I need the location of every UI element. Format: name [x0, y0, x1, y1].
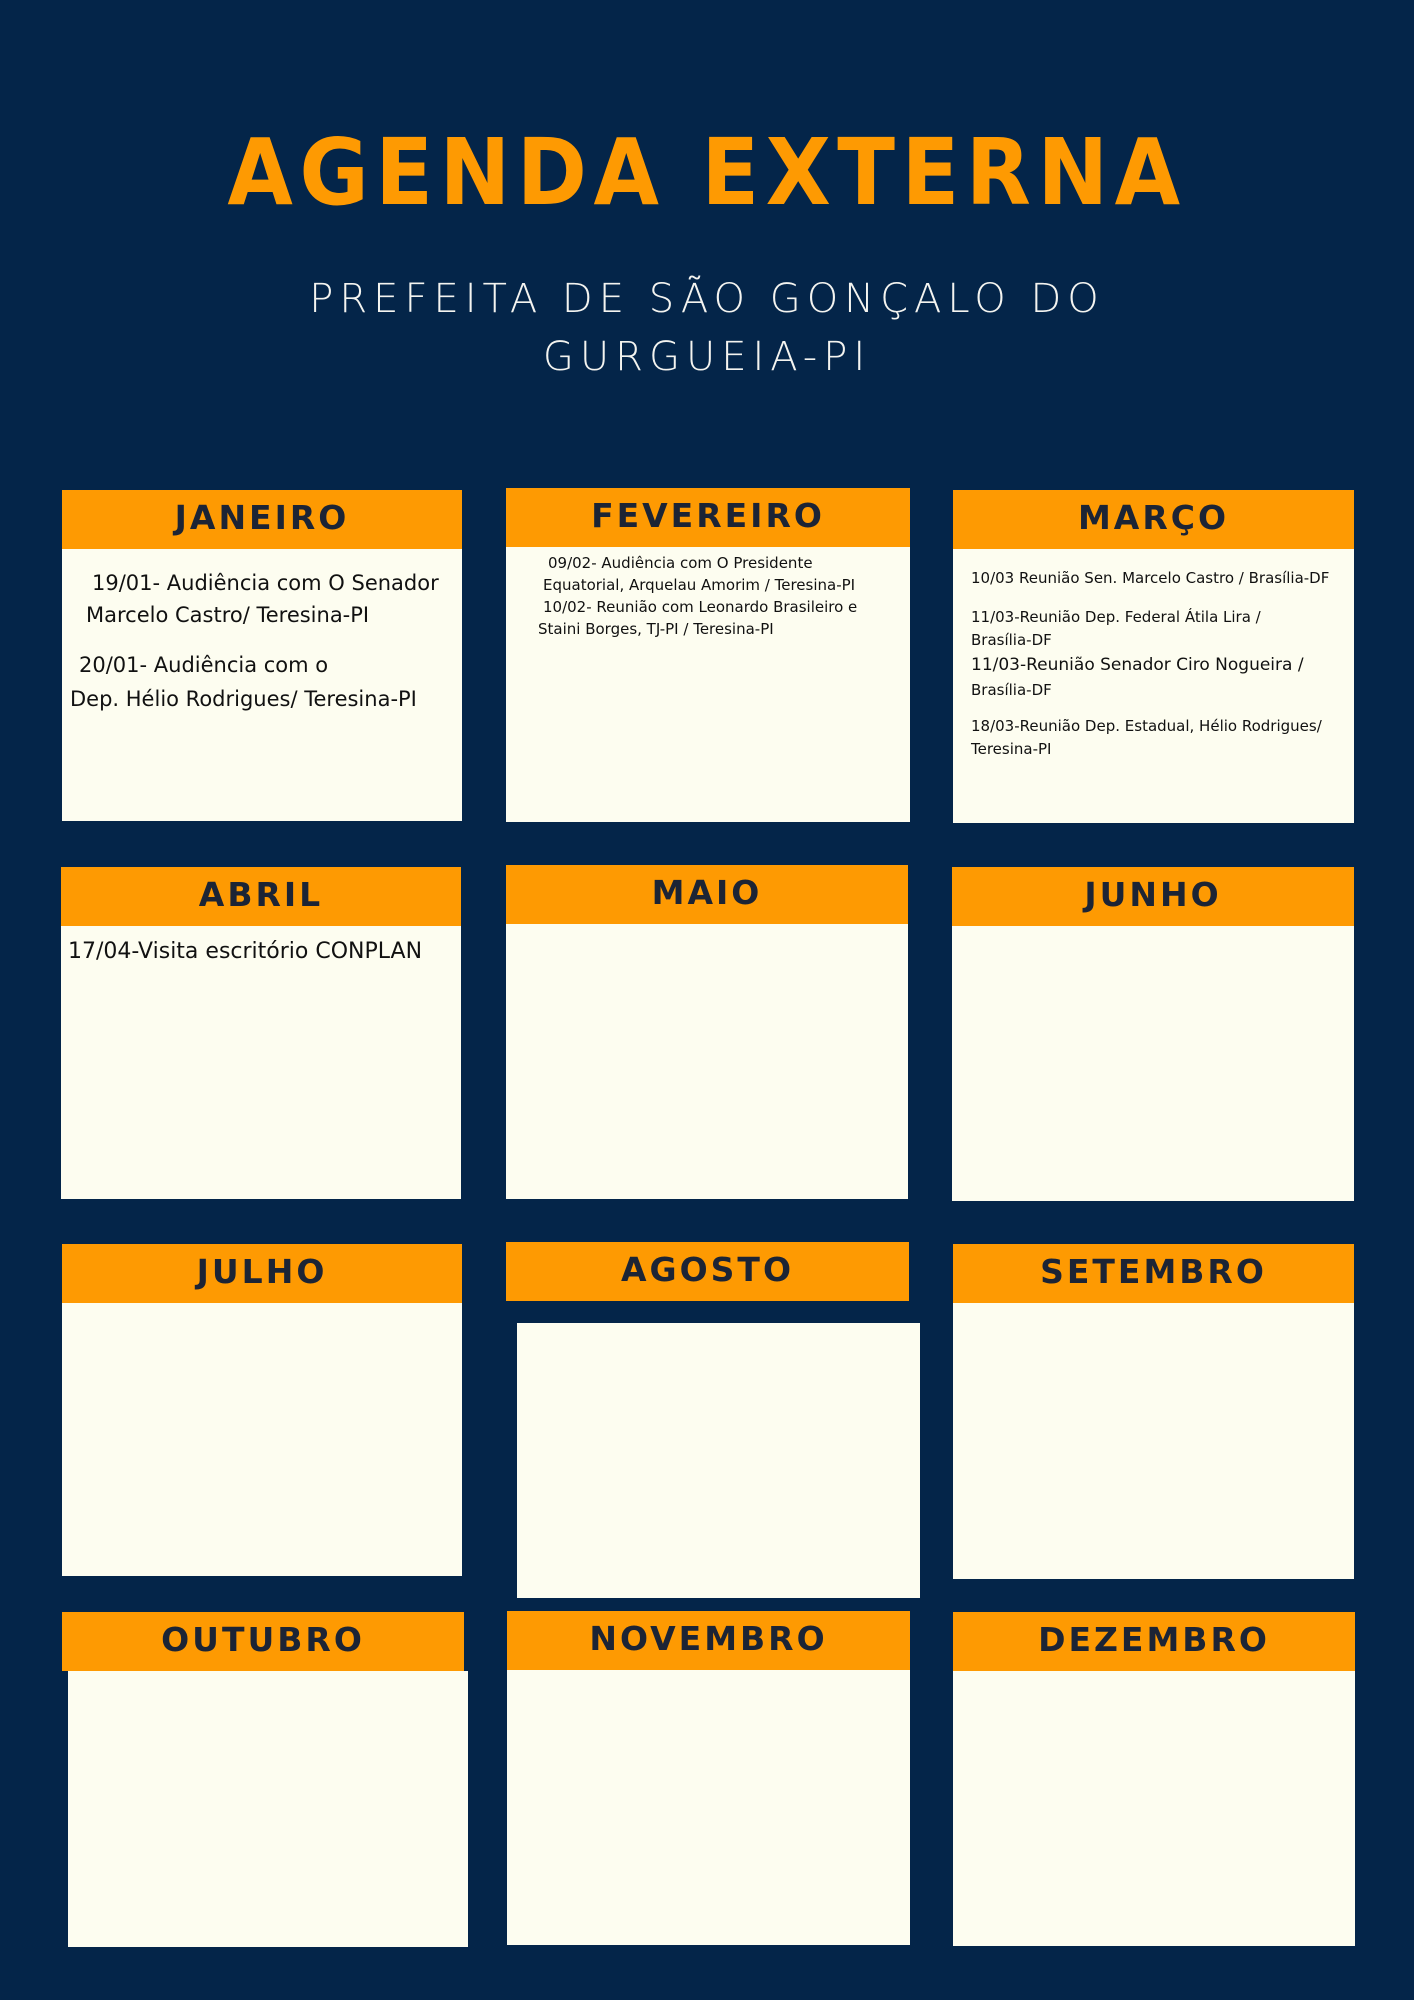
month-card-fevereiro	[506, 547, 910, 822]
entry-line: 09/02- Audiência com O Presidente	[548, 554, 813, 572]
entry-line: 19/01- Audiência com O Senador	[92, 571, 439, 595]
month-card-marco	[953, 549, 1354, 823]
month-header-maio: MAIO	[506, 865, 908, 924]
entry-line: 10/03 Reunião Sen. Marcelo Castro / Brasília-DF	[971, 569, 1330, 587]
entry-line: 11/03-Reunião Senador Ciro Nogueira /	[971, 655, 1304, 675]
entry-line: Brasília-DF	[971, 681, 1052, 699]
month-card-novembro	[507, 1670, 910, 1945]
month-header-dezembro: DEZEMBRO	[953, 1612, 1355, 1671]
month-header-agosto: AGOSTO	[506, 1242, 909, 1301]
month-card-junho	[952, 926, 1354, 1201]
entry-line: Brasília-DF	[971, 631, 1052, 649]
subtitle-line-1: PREFEITA DE SÃO GONÇALO DO	[309, 276, 1105, 322]
month-card-abril	[61, 926, 461, 1199]
month-card-outubro	[68, 1671, 468, 1947]
entry-line: Teresina-PI	[971, 740, 1052, 758]
entry-line: 20/01- Audiência com o	[79, 653, 329, 677]
month-card-maio	[506, 924, 908, 1199]
month-header-julho: JULHO	[62, 1244, 462, 1303]
entry-line: Staini Borges, TJ-PI / Teresina-PI	[538, 620, 774, 638]
month-header-janeiro: JANEIRO	[62, 490, 462, 549]
month-card-janeiro	[62, 549, 462, 821]
month-card-dezembro	[953, 1671, 1355, 1946]
entry-line: Equatorial, Arquelau Amorim / Teresina-PI	[543, 576, 856, 594]
entry-line: 10/02- Reunião com Leonardo Brasileiro e	[543, 598, 858, 616]
month-header-setembro: SETEMBRO	[953, 1244, 1354, 1303]
page-title: AGENDA EXTERNA	[227, 119, 1187, 226]
entry-line: 11/03-Reunião Dep. Federal Átila Lira /	[971, 608, 1261, 626]
month-header-novembro: NOVEMBRO	[507, 1611, 910, 1670]
month-header-marco: MARÇO	[953, 490, 1354, 549]
month-header-outubro: OUTUBRO	[62, 1612, 464, 1671]
entry-line: 18/03-Reunião Dep. Estadual, Hélio Rodrigues/	[971, 717, 1322, 735]
month-card-julho	[62, 1303, 462, 1576]
subtitle-line-2: GURGUEIA-PI	[542, 334, 872, 380]
month-header-fevereiro: FEVEREIRO	[506, 488, 910, 547]
month-header-abril: ABRIL	[61, 867, 461, 926]
entry-line: Marcelo Castro/ Teresina-PI	[86, 603, 370, 627]
month-card-setembro	[953, 1303, 1354, 1579]
entry-line: 17/04-Visita escritório CONPLAN	[68, 939, 423, 964]
page-subtitle	[0, 270, 1414, 386]
month-card-agosto	[517, 1323, 920, 1598]
month-header-junho: JUNHO	[952, 867, 1354, 926]
entry-line: Dep. Hélio Rodrigues/ Teresina-PI	[70, 687, 417, 711]
